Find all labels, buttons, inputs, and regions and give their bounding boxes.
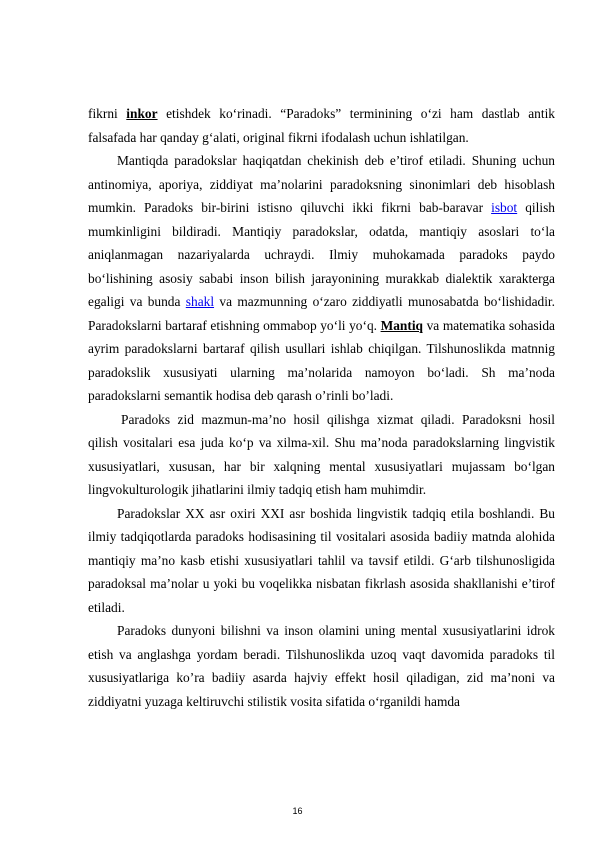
paragraph-text: Paradoks dunyoni bilishni va inson olamini uning mental xususiyatlarini idrok etish va anglashga yordam beradi. Tilshunoslikda uzoq vaqt davomida paradoks til xususiyatlariga ko’ra badiiy asarda hajviy effekt hosil qiladigan, zid ma’noni va ziddiyatni yuzaga keltiruvchi stilistik vosita sifatida o‘rganildi hamda <box>88 623 555 709</box>
link-mantiq[interactable]: Mantiq <box>380 317 424 333</box>
paragraph-text: qilish mumkinligini bildiradi. Mantiqiy paradokslar, odatda, mantiqiy asoslari to‘la aniqlanmagan nazariyalarda uchraydi. Ilmiy muhokamada paradoks paydo bo‘lishining asosiy sababi inson bilish jarayonining murakkab dialektik xarakterga egaligi va bunda <box>88 200 555 309</box>
paragraph-text: fikrni <box>88 106 127 121</box>
paragraph-text: Paradokslar XX asr oxiri XXI asr boshida lingvistik tadqiq etila boshlandi. Bu ilmiy tadqiqotlarda paradoks hodisasining til vositalari asosida badiiy matnda alohida mantiqiy ma’no kasb etishi xususiyatlari tahlil va tavsif etildi. G‘arb tilshunosligida paradoksal ma’nolar u yoki bu voqelikka nisbatan fikrlash asosida shakllanishi e’tirof etiladi. <box>88 505 555 615</box>
paragraph-text: va mazmunning o‘zaro ziddiyatli munosabatda bo‘lishidadir. Paradokslarni bartaraf etishning ommabop yo‘li yo‘q. <box>88 294 555 333</box>
link-inkor[interactable]: inkor <box>126 106 158 121</box>
paragraph-text: Mantiqda paradokslar haqiqatdan chekinish deb e’tirof etiladi. Shuning uchun antinomiya, aporiya, ziddiyat ma’nolarini paradoksning sinonimlari deb hisoblash mumkin. Paradoks bir-birini istisno qiluvchi ikki fikrni bab-baravar <box>88 153 555 215</box>
paragraph-3 <box>88 408 555 502</box>
link-shakl[interactable]: shakl <box>185 294 215 309</box>
paragraph-text: va matematika sohasida ayrim paradokslarni bartaraf qilish usullari ishlab chiqilgan. Tilshunoslikda matnnig paradokslik xususiyati ularning ma’nolarida namoyon bo‘ladi. Sh ma’noda paradokslarni semantik hodisa deb qarash o’rinli bo’ladi. <box>88 317 555 403</box>
paragraph-text: etishdek ko‘rinadi. “Paradoks” terminining o‘zi ham dastlab antik falsafada har qanday g‘alati, original fikrni ifodalash uchun ishlatilgan. <box>88 106 555 145</box>
paragraph-4 <box>88 502 555 620</box>
page-number: 16 <box>292 806 303 816</box>
paragraph-5 <box>88 619 555 713</box>
paragraph-1 <box>88 102 555 149</box>
paragraph-2 <box>88 149 555 408</box>
document-body <box>88 102 555 713</box>
paragraph-text: Paradoks zid mazmun-ma’no hosil qilishga xizmat qiladi. Paradoksni hosil qilish vositalari esa juda ko‘p va xilma-xil. Shu ma’noda paradokslarning lingvistik xususiyatlari, xususan, har bir xalqning mental xususiyatlari mujassam bo‘lgan lingvokulturologik jihatlarini ilmiy tadqiq etish ham muhimdir. <box>88 411 555 497</box>
link-isbot[interactable]: isbot <box>491 200 518 215</box>
